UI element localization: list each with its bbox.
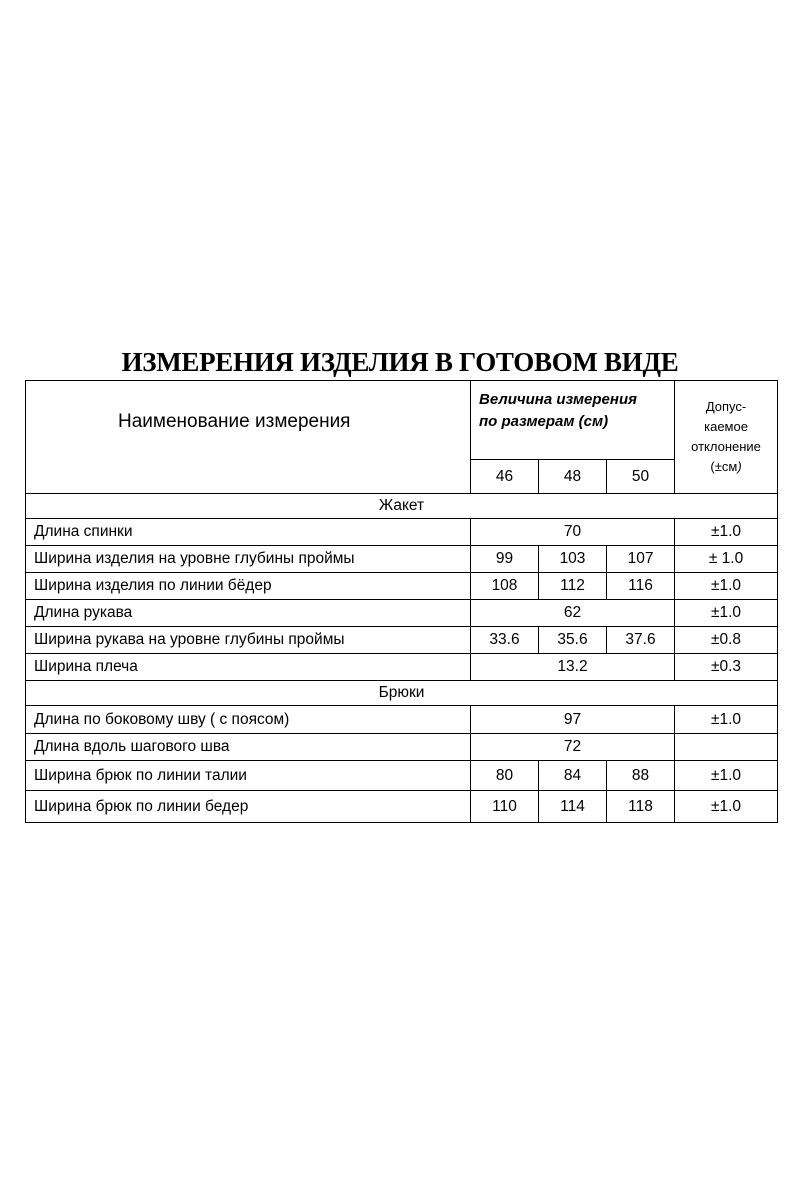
table-row [26, 791, 778, 823]
section-row-jacket [26, 494, 778, 519]
size-48: 48 [539, 460, 607, 494]
row-name: Ширина плеча [26, 654, 471, 681]
table-row [26, 654, 778, 681]
row-value: 116 [607, 573, 675, 600]
row-tolerance: ±1.0 [675, 600, 778, 627]
row-value: 99 [471, 546, 539, 573]
header-name-cell: Наименование измерения [26, 381, 471, 494]
document-title: ИЗМЕРЕНИЯ ИЗДЕЛИЯ В ГОТОВОМ ВИДЕ [121, 347, 679, 377]
header-tolerance-line2: каемое [704, 419, 748, 434]
size-50: 50 [607, 460, 675, 494]
measurements-table [25, 380, 778, 823]
table-row [26, 761, 778, 791]
row-value: 35.6 [539, 627, 607, 654]
row-value: 88 [607, 761, 675, 791]
row-value-merged: 62 [471, 600, 675, 627]
section-title: Брюки [26, 681, 778, 706]
row-tolerance: ±1.0 [675, 791, 778, 823]
table-row [26, 519, 778, 546]
row-name: Ширина изделия по линии бёдер [26, 573, 471, 600]
row-value: 112 [539, 573, 607, 600]
header-row [26, 381, 778, 460]
size-46: 46 [471, 460, 539, 494]
row-name: Длина спинки [26, 519, 471, 546]
table-row [26, 546, 778, 573]
table-row [26, 734, 778, 761]
row-name: Ширина брюк по линии талии [26, 761, 471, 791]
header-size-line1: Величина измерения [479, 391, 637, 408]
row-name: Длина вдоль шагового шва [26, 734, 471, 761]
row-value: 107 [607, 546, 675, 573]
header-size-cell [471, 381, 675, 460]
section-row-trousers [26, 681, 778, 706]
row-value: 80 [471, 761, 539, 791]
table-row [26, 600, 778, 627]
row-value: 103 [539, 546, 607, 573]
row-value: 33.6 [471, 627, 539, 654]
table-row [26, 573, 778, 600]
row-tolerance [675, 734, 778, 761]
row-name: Длина по боковому шву ( с поясом) [26, 706, 471, 734]
row-value: 84 [539, 761, 607, 791]
row-value: 110 [471, 791, 539, 823]
header-tolerance-line4: (±см) [710, 459, 742, 474]
row-tolerance: ±0.8 [675, 627, 778, 654]
row-name: Ширина брюк по линии бедер [26, 791, 471, 823]
row-name: Ширина рукава на уровне глубины проймы [26, 627, 471, 654]
table-row [26, 706, 778, 734]
row-value-merged: 97 [471, 706, 675, 734]
row-name: Ширина изделия на уровне глубины проймы [26, 546, 471, 573]
row-value: 114 [539, 791, 607, 823]
header-tolerance-line1: Допус- [705, 399, 747, 414]
row-value-merged: 72 [471, 734, 675, 761]
header-size-line2: по размерам (см) [479, 413, 609, 430]
row-tolerance: ±1.0 [675, 573, 778, 600]
row-value: 108 [471, 573, 539, 600]
row-tolerance: ±0.3 [675, 654, 778, 681]
row-tolerance: ±1.0 [675, 706, 778, 734]
row-value-merged: 70 [471, 519, 675, 546]
row-value-merged: 13.2 [471, 654, 675, 681]
row-value: 118 [607, 791, 675, 823]
header-tolerance-cell [675, 381, 778, 494]
row-tolerance: ±1.0 [675, 519, 778, 546]
row-name: Длина рукава [26, 600, 471, 627]
section-title: Жакет [26, 494, 778, 519]
header-tolerance-line3: отклонение [691, 439, 761, 454]
row-tolerance: ±1.0 [675, 761, 778, 791]
row-value: 37.6 [607, 627, 675, 654]
row-tolerance: ± 1.0 [675, 546, 778, 573]
table-row [26, 627, 778, 654]
